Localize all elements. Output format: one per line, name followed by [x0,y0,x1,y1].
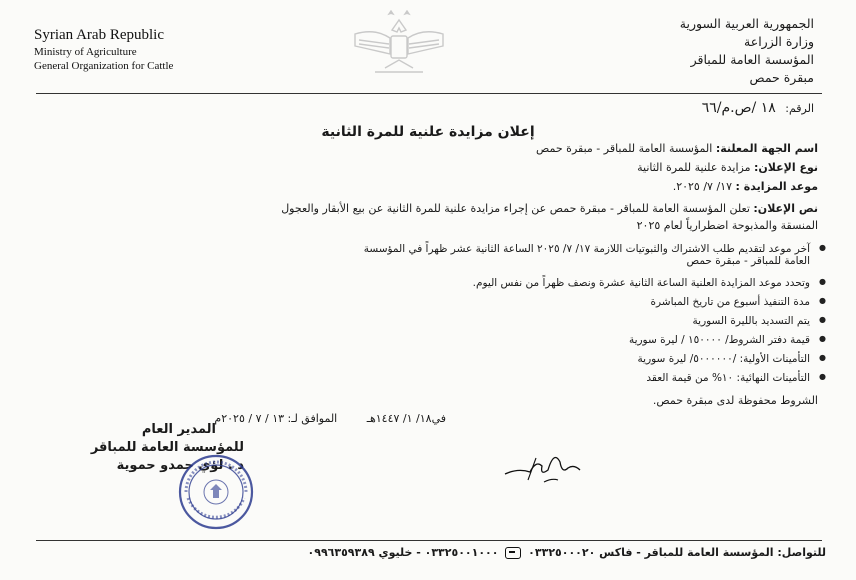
field-value: ١٧/ ٧/ ٢٠٢٥. [672,180,732,193]
field-label: اسم الجهة المعلنة: [715,142,818,155]
header-ar-country: الجمهورية العربية السورية [679,16,814,31]
field-value: مزايدة علنية للمرة الثانية [637,161,751,174]
eagle-emblem-icon [345,10,453,80]
field-label: نص الإعلان: [753,202,818,215]
field-announcement-type [637,161,818,174]
header-divider [36,93,822,94]
announcement-title: إعلان مزايدة علنية للمرة الثانية [321,124,535,140]
conditions-note: الشروط محفوظة لدى مبقرة حمص. [652,394,818,407]
header-ar-branch: مبقرة حمص [749,70,814,85]
header-en-country: Syrian Arab Republic [34,27,164,43]
hijri-date: في١٨/ ١/ ١٤٤٧هـ [366,412,446,425]
official-stamp-icon [176,452,256,532]
list-item: ● قيمة دفتر الشروط/ ١٥٠٠٠٠ / ليرة سورية [364,334,826,353]
field-value: المؤسسة العامة للمباقر - مبقرة حمص [536,142,713,155]
list-item: ● يتم التسديد بالليرة السورية [364,315,826,334]
reference-label: الرقم: [785,102,814,115]
field-text-line2: المنسقة والمذبوحة اضطرارياً لعام ٢٠٢٥ [636,219,818,232]
reference-value: ١٨ /ص.م/٦٦ [701,100,776,116]
header-en-ministry: Ministry of Agriculture [34,46,137,58]
field-announcing-party [536,142,818,155]
gregorian-date: ١٣ / ٧ / ٢٠٢٥م [214,412,285,425]
field-label: موعد المزايدة : [735,180,818,193]
date-line [214,412,446,425]
list-item: ● وتحدد موعد المزايدة العلنية الساعة الثانية عشرة ونصف ظهراً من نفس اليوم. [364,277,826,296]
field-label: نوع الإعلان: [754,161,818,174]
footer-mobile: خليوي ٠٩٩٦٣٥٩٣٨٩ [307,546,413,559]
field-auction-date [673,180,818,193]
signature-icon [500,440,585,490]
footer-contact-text: للتواصل: المؤسسة العامة للمباقر - فاكس ٠٣٣٢٥٠٠٠٢٠ [528,546,826,559]
list-item: ● آخر موعد لتقديم طلب الاشتراك والثبوتيات اللازمة ١٧/ ٧/ ٢٠٢٥ الساعة الثانية عشر ظهراً في المؤسسة العامة للمباقر - مبقرة حمص [364,243,826,277]
signature-name: د . لؤي حمدو حموية [116,458,244,473]
header-ar-organization: المؤسسة العامة للمباقر [690,52,814,67]
gregorian-label: الموافق لـ: [287,412,338,425]
footer-divider [36,540,822,541]
list-item: ● مدة التنفيذ أسبوع من تاريخ المباشرة [364,296,826,315]
phone-icon [505,547,521,559]
footer-phone: ٠٣٣٢٥٠٠١٠٠٠ [424,546,499,559]
field-text-line1 [281,202,818,215]
header-ar-ministry: وزارة الزراعة [744,34,814,49]
list-item: ● التأمينات الأولية: /٥٠٠٠٠٠٠/ ليرة سورية [364,353,826,372]
footer-contact: للتواصل: المؤسسة العامة للمباقر - فاكس ٠٣٣٢٥٠٠٠٢٠ ٠٣٣٢٥٠٠١٠٠٠ - خليوي ٠٩٩٦٣٥٩٣٨٩ [307,546,826,559]
conditions-list [364,243,826,391]
reference-number [702,100,814,116]
list-item: ● التأمينات النهائية: ١٠% من قيمة العقد [364,372,826,391]
field-value: تعلن المؤسسة العامة للمباقر - مبقرة حمص عن إجراء مزايدة علنية للمرة الثانية عن بيع الأبقار والعجول [281,202,750,215]
signature-title: المدير العام [141,422,216,437]
signature-org: للمؤسسة العامة للمباقر [90,440,244,455]
header-en-organization: General Organization for Cattle [34,60,174,72]
